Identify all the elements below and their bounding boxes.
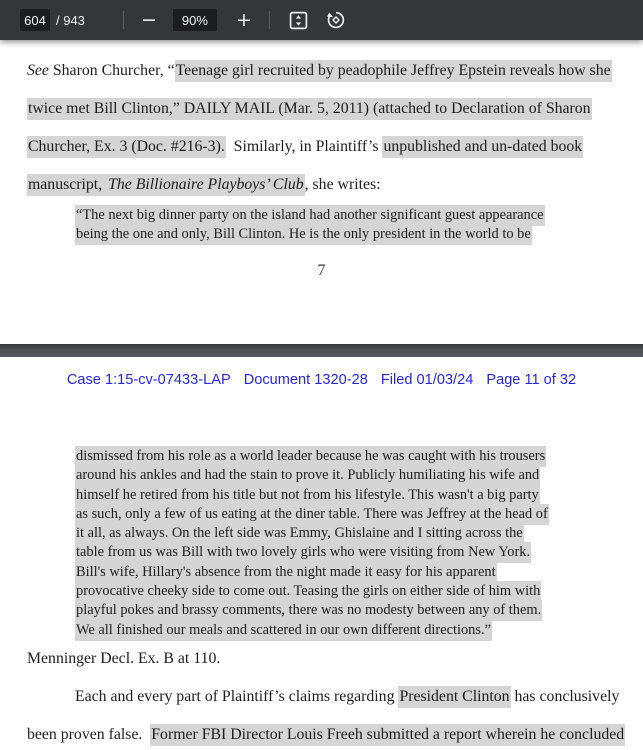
highlighted-text: dismissed from his role as a world leader because he was caught with his trousers (75, 446, 546, 467)
highlighted-text: Former FBI Director Louis Freeh submitted a report wherein he concluded (150, 724, 625, 746)
highlighted-text: around his ankles and had the stain to prove it. Publicly humiliating his wife and (75, 465, 540, 486)
text-run: Menninger Decl. Ex. B at 110. (27, 649, 221, 667)
case-stamp-case: Case 1:15-cv-07433-LAP (66, 372, 231, 388)
highlighted-text: provocative cheeky side to come out. Teasing the girls on either side of him with (75, 581, 541, 602)
highlighted-text: as such, only a few of us eating at the diner table. There was Jeffrey at the head of (75, 504, 549, 525)
document-scroll-area[interactable] (0, 40, 643, 750)
text-line (75, 466, 616, 485)
text-line (27, 90, 616, 128)
pdf-toolbar (0, 0, 643, 40)
text-line (75, 601, 616, 620)
text-line (27, 52, 616, 90)
text-line (27, 128, 616, 166)
paragraph (27, 678, 625, 750)
text-line (75, 486, 616, 505)
highlighted-text: “The next big dinner party on the island had another significant guest appearance (75, 205, 545, 226)
zoom-in-button[interactable] (232, 8, 256, 32)
highlighted-text: Bill's wife, Hillary's absence from the night made it easy for his apparent (75, 562, 497, 583)
highlighted-text: it all, as always. On the left side was Emmy, Ghislaine and I sitting across the (75, 523, 524, 544)
pdf-page-top (0, 40, 643, 344)
page-total-label: / 943 (56, 12, 85, 28)
case-stamp-document: Document 1320-28 (243, 372, 368, 388)
text-run: Sharon Churcher, “ (52, 62, 175, 79)
text-line (75, 505, 616, 524)
toolbar-divider (269, 11, 270, 29)
highlighted-text: table from us was Bill with two lovely girls who were visiting from New York. (75, 542, 531, 563)
text-run: Each and every part of Plaintiff’s claims regarding (75, 687, 399, 705)
zoom-level[interactable]: 90% (173, 9, 217, 31)
paragraph (27, 52, 616, 204)
highlighted-text: playful pokes and brassy comments, there was no modesty between any of them. (75, 600, 542, 621)
case-stamp-page: Page 11 of 32 (486, 372, 577, 388)
text-run: Similarly, in Plaintiff’s (225, 138, 383, 155)
text-line (75, 524, 616, 543)
highlighted-text: Teenage girl recruited by peadophile Jeffrey Epstein reveals how she (175, 60, 612, 82)
highlighted-text: twice met Bill Clinton,” DAILY MAIL (Mar. 5, 2011) (attached to Declaration of Sharon (27, 98, 592, 120)
text-line (75, 621, 616, 640)
text-line (27, 166, 616, 204)
minus-icon: − (140, 8, 157, 31)
zoom-out-button[interactable] (137, 8, 161, 32)
text-line (75, 447, 616, 466)
text-line (75, 582, 616, 601)
page-number: 7 (317, 261, 326, 279)
blockquote (75, 447, 616, 640)
text-run: has conclusively (510, 687, 620, 705)
text-run: See (27, 62, 53, 79)
highlighted-text: We all finished our meals and scattered in our own different directions.” (75, 620, 492, 641)
highlighted-text: being the one and only, Bill Clinton. He is the only president in the world to be (75, 224, 532, 245)
highlighted-text: manuscript, (27, 174, 107, 196)
rotate-counterclockwise-icon (326, 10, 346, 30)
case-stamp (27, 371, 616, 389)
fit-to-page-icon (289, 11, 308, 30)
text-line (27, 640, 616, 678)
citation (27, 640, 616, 678)
highlighted-text: himself he retired from his title but not from his lifestyle. This wasn't a big party (75, 485, 540, 506)
text-line (75, 543, 616, 562)
text-line (75, 206, 616, 225)
text-line (75, 563, 616, 582)
plus-icon: + (235, 8, 252, 31)
text-line (27, 678, 620, 716)
fit-to-page-button[interactable] (287, 8, 311, 32)
highlighted-text: Churcher, Ex. 3 (Doc. #216-3). (27, 136, 226, 158)
text-line (27, 716, 625, 750)
toolbar-divider (123, 11, 124, 29)
text-run: , she writes: (304, 176, 381, 193)
text-run: been proven false. (27, 725, 151, 743)
pdf-page-bottom (0, 357, 643, 750)
blockquote (75, 206, 616, 245)
rotate-counterclockwise-button[interactable] (324, 8, 348, 32)
highlighted-text: The Billionaire Playboys’ Club (107, 174, 305, 196)
case-stamp-filed: Filed 01/03/24 (380, 372, 474, 388)
highlighted-text: President Clinton (398, 686, 510, 708)
page-gap (0, 344, 643, 357)
text-line (75, 225, 616, 244)
page-number-input[interactable]: 604 (20, 9, 50, 31)
highlighted-text: unpublished and un-dated book (382, 136, 583, 158)
